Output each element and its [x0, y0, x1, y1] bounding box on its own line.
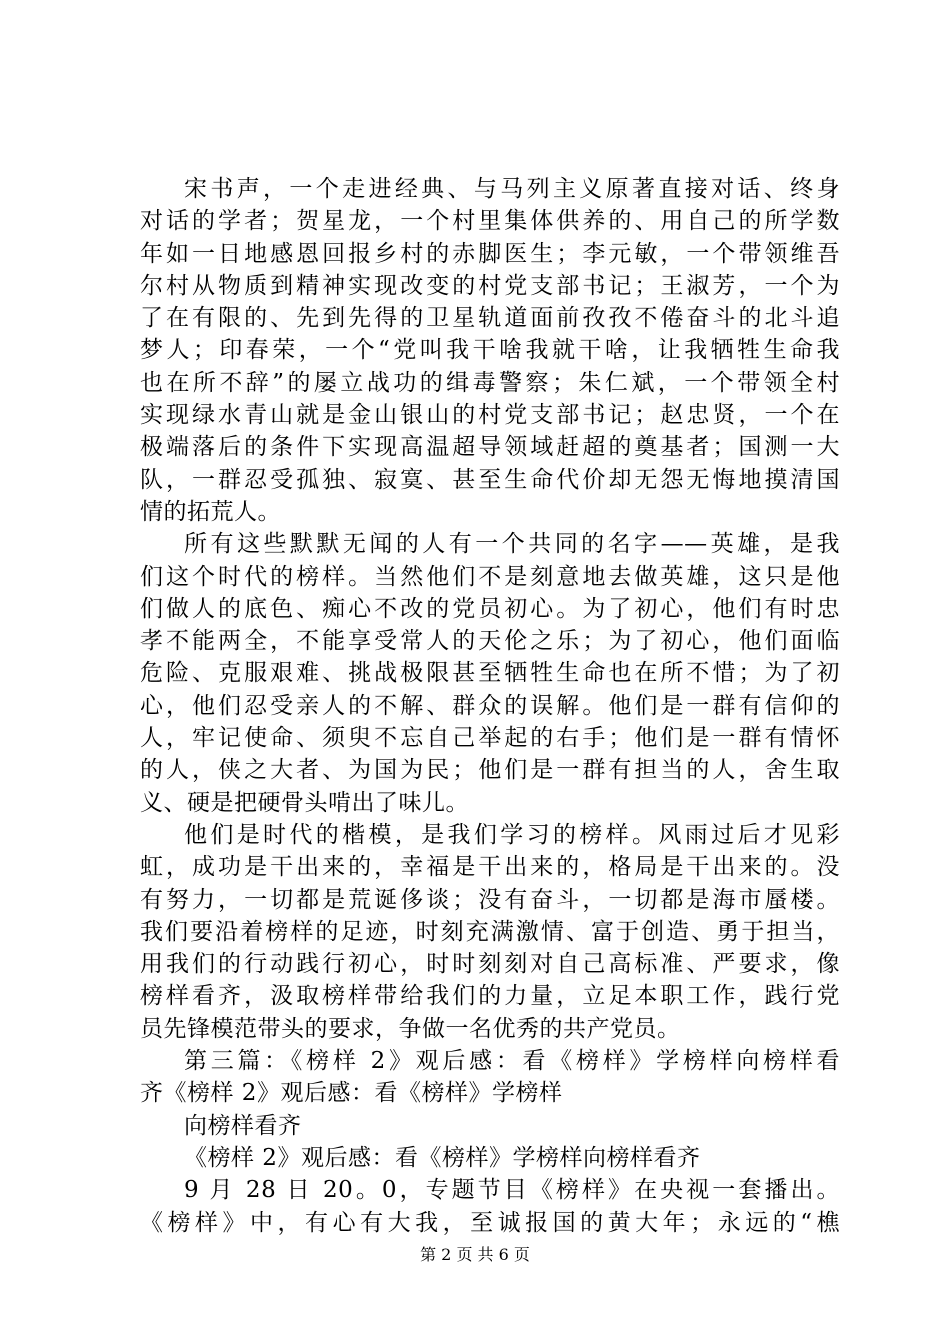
text-line: 孝不能两全，不能享受常人的天伦之乐；为了初心，他们面临	[140, 628, 840, 655]
text-line: 用我们的行动践行初心，时时刻刻对自己高标准、严要求，像	[140, 951, 840, 978]
text-line: 向榜样看齐	[184, 1112, 302, 1139]
text-line: 虹，成功是干出来的，幸福是干出来的，格局是干出来的。没	[140, 854, 840, 881]
text-line: 极端落后的条件下实现高温超导领域赶超的奠基者；国测一大	[140, 434, 840, 461]
text-line: 9 月 28 日 20。0，专题节目《榜样》在央视一套播出。	[184, 1177, 840, 1204]
document-body	[140, 173, 840, 1239]
text-line: 们这个时代的榜样。当然他们不是刻意地去做英雄，这只是他	[140, 563, 840, 590]
text-line: 实现绿水青山就是金山银山的村党支部书记；赵忠贤，一个在	[140, 402, 840, 429]
text-line: 队，一群忍受孤独、寂寞、甚至生命代价却无怨无悔地摸清国	[140, 466, 840, 493]
text-line: 对话的学者；贺星龙，一个村里集体供养的、用自己的所学数	[140, 208, 840, 235]
text-line: 了在有限的、先到先得的卫星轨道面前孜孜不倦奋斗的北斗追	[140, 305, 840, 332]
text-line: 齐《榜样 2》观后感：看《榜样》学榜样	[140, 1080, 563, 1107]
page-number-footer: 第 2 页 共 6 页	[420, 1245, 530, 1264]
text-line: 《榜样》中，有心有大我，至诚报国的黄大年；永远的“樵	[140, 1209, 840, 1236]
text-line: 危险、克服艰难、挑战极限甚至牺牲生命也在所不惜；为了初	[140, 660, 840, 687]
text-line: 义、硬是把硬骨头啃出了味儿。	[140, 789, 469, 816]
text-line: 我们要沿着榜样的足迹，时刻充满激情、富于创造、勇于担当，	[140, 918, 840, 945]
text-line: 有努力，一切都是荒诞侈谈；没有奋斗，一切都是海市蜃楼。	[140, 886, 840, 913]
text-line: 人，牢记使命、须臾不忘自己举起的右手；他们是一群有情怀	[140, 725, 840, 752]
text-line: 他们是时代的楷模，是我们学习的榜样。风雨过后才见彩	[184, 821, 840, 848]
text-line: 梦人；印春荣，一个“党叫我干啥我就干啥，让我牺牲生命我	[140, 337, 840, 364]
text-line: 心，他们忍受亲人的不解、群众的误解。他们是一群有信仰的	[140, 692, 840, 719]
text-line: 们做人的底色、痴心不改的党员初心。为了初心，他们有时忠	[140, 595, 840, 622]
text-line: 所有这些默默无闻的人有一个共同的名字——英雄，是我	[184, 531, 840, 558]
text-line: 第三篇：《榜样 2》观后感：看《榜样》学榜样向榜样看	[184, 1048, 840, 1075]
text-line: 的人，侠之大者、为国为民；他们是一群有担当的人，舍生取	[140, 757, 840, 784]
text-line: 尔村从物质到精神实现改变的村党支部书记；王淑芳，一个为	[140, 272, 840, 299]
text-line: 员先锋模范带头的要求，争做一名优秀的共产党员。	[140, 1015, 681, 1042]
text-line: 宋书声，一个走进经典、与马列主义原著直接对话、终身	[184, 176, 840, 202]
text-line: 榜样看齐，汲取榜样带给我们的力量，立足本职工作，践行党	[140, 983, 840, 1010]
text-line: 年如一日地感恩回报乡村的赤脚医生；李元敏，一个带领维吾	[140, 240, 840, 267]
text-line: 也在所不辞”的屡立战功的缉毒警察；朱仁斌，一个带领全村	[140, 369, 840, 396]
text-line: 情的拓荒人。	[140, 498, 281, 525]
text-line: 《榜样 2》观后感：看《榜样》学榜样向榜样看齐	[184, 1144, 701, 1171]
